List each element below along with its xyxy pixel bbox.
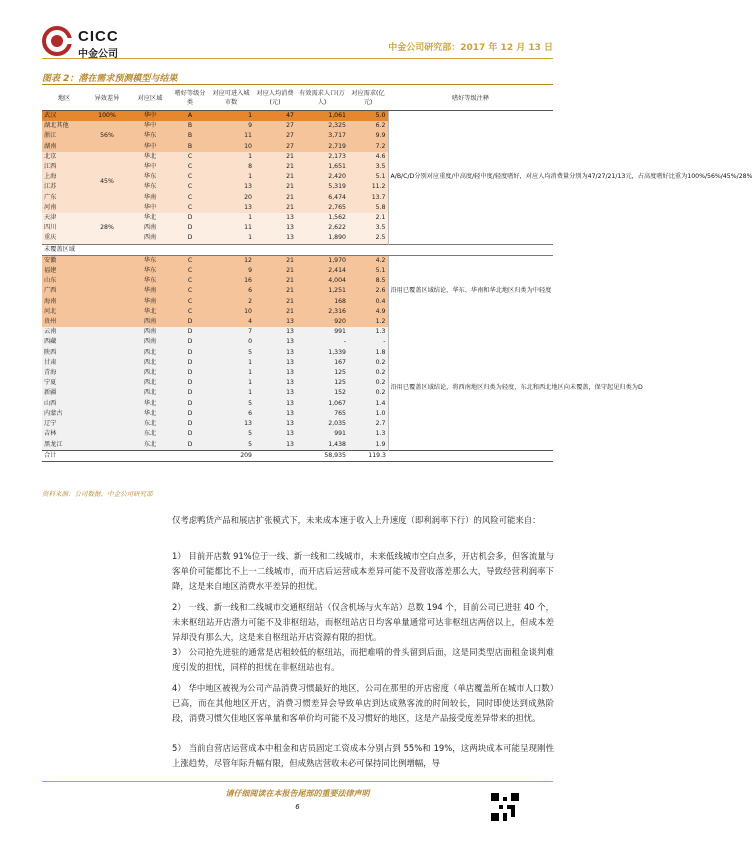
cell-grade: C bbox=[187, 277, 193, 285]
cell-grade: D bbox=[187, 379, 193, 387]
cell-cities: 10 bbox=[244, 142, 252, 150]
section-label: 未覆盖区域 bbox=[42, 244, 553, 255]
cell-spend: 13 bbox=[286, 389, 294, 397]
cell-demand: 5.1 bbox=[375, 173, 386, 181]
cell-area: 华东 bbox=[143, 256, 157, 264]
cell-area: 华北 bbox=[143, 152, 157, 160]
cell-diff: 28% bbox=[100, 224, 114, 232]
paragraph-point-2: 2） 一线、新一线和二线城市交通枢纽站（仅含机场与火车站）总数 194 个，目前公司已进驻 40 个，未来枢纽站开店潜力可能不及非枢纽站，而枢纽站店日均客单量通常可达非枢纽店两倍以上，但成本差异却没有那么大，这是来自枢纽站开店资源有限的担忧。 bbox=[172, 602, 554, 642]
cell-demand: 0.2 bbox=[375, 358, 386, 366]
cell-region: 海南 bbox=[44, 297, 57, 305]
total-row bbox=[42, 450, 553, 461]
cell-spend: 13 bbox=[286, 338, 294, 346]
cell-cities: 1 bbox=[248, 112, 252, 119]
cell-population: 1,251 bbox=[328, 287, 346, 295]
cell-demand: 7.2 bbox=[375, 142, 386, 150]
col-header: 对应人均消费(元) bbox=[254, 86, 296, 111]
cell-region: 黑龙江 bbox=[44, 440, 63, 448]
col-header: 嗜好等级注释 bbox=[388, 86, 553, 111]
cell-region: 河北 bbox=[44, 307, 57, 315]
cell-population: 2,765 bbox=[328, 203, 346, 211]
paragraph-intro: 仅考虑鸭货产品和展店扩张模式下，未来成本速于收入上升速度（即利润率下行）的风险可能来自： bbox=[172, 515, 541, 525]
cell-demand: 9.9 bbox=[375, 132, 386, 140]
cell-demand: 5.1 bbox=[375, 267, 386, 275]
cell-spend: 21 bbox=[286, 307, 294, 315]
cell-region: 安徽 bbox=[44, 256, 57, 264]
cell-region: 武汉 bbox=[44, 112, 57, 119]
cell-population: 991 bbox=[334, 430, 346, 438]
cell-region: 重庆 bbox=[44, 234, 57, 242]
cell-diff bbox=[86, 317, 128, 327]
cell-area: 华北 bbox=[143, 399, 157, 407]
cell-cities: 1 bbox=[248, 214, 252, 222]
cell-population: 5,319 bbox=[328, 183, 346, 191]
figure-title-rule bbox=[42, 84, 553, 85]
cell-population: 125 bbox=[334, 369, 346, 377]
cell-region: 吉林 bbox=[44, 430, 57, 438]
cell-area: 华东 bbox=[143, 173, 157, 181]
table-row bbox=[42, 255, 553, 266]
cell-region: 山西 bbox=[44, 399, 57, 407]
cell-diff bbox=[86, 286, 128, 296]
cell-cities: 1 bbox=[248, 369, 252, 377]
cell-spend: 13 bbox=[286, 348, 294, 356]
cell-demand: 5.0 bbox=[375, 112, 386, 119]
cell-cities: 11 bbox=[244, 132, 252, 140]
cell-grade: D bbox=[187, 440, 193, 448]
cell-spend: 13 bbox=[286, 234, 294, 242]
cell-demand: 4.2 bbox=[375, 256, 386, 264]
cell-grade: C bbox=[187, 267, 193, 275]
cell-grade: C bbox=[187, 287, 193, 295]
cell-population: 2,420 bbox=[328, 173, 346, 181]
page-number: 6 bbox=[295, 803, 300, 811]
figure-title: 图表 2：潜在需求预测模型与结果 bbox=[42, 74, 178, 84]
cell-area: 华中 bbox=[143, 142, 157, 150]
cell-population: 1,067 bbox=[328, 399, 346, 407]
cell-demand: 5.8 bbox=[375, 203, 386, 211]
cell-grade: D bbox=[187, 338, 193, 346]
cell-grade: C bbox=[187, 193, 193, 201]
cell-diff bbox=[86, 429, 128, 439]
cell-cities: 0 bbox=[248, 338, 252, 346]
cell-demand: 8.5 bbox=[375, 277, 386, 285]
cell-demand: 6.2 bbox=[375, 122, 386, 130]
cell-diff bbox=[86, 307, 128, 317]
cell-spend: 13 bbox=[286, 399, 294, 407]
table-header-row bbox=[42, 86, 553, 111]
cell-demand: 2.6 bbox=[375, 287, 386, 295]
cell-area: 华东 bbox=[143, 267, 157, 275]
cell-area: 西南 bbox=[143, 234, 157, 242]
cell-spend: 13 bbox=[286, 214, 294, 222]
cell-area: 华北 bbox=[143, 214, 157, 222]
cell-spend: 13 bbox=[286, 379, 294, 387]
cell-spend: 21 bbox=[286, 277, 294, 285]
cell-cities: 13 bbox=[244, 420, 252, 428]
cell-cities: 5 bbox=[248, 430, 252, 438]
cell-area: 华北 bbox=[143, 307, 157, 315]
cell-population: 2,173 bbox=[328, 152, 346, 160]
cell-area: 华中 bbox=[143, 112, 157, 119]
cell-population: 1,970 bbox=[328, 256, 346, 264]
cell-region: 天津 bbox=[44, 214, 57, 222]
cell-area: 西南 bbox=[143, 318, 157, 326]
cell-spend: 21 bbox=[286, 267, 294, 275]
cell-grade: D bbox=[187, 399, 193, 407]
cell-empty bbox=[86, 450, 128, 461]
cell-population: 765 bbox=[334, 409, 346, 417]
cell-cities: 6 bbox=[248, 287, 252, 295]
cell-population: 2,719 bbox=[328, 142, 346, 150]
cell-diff: 56% bbox=[100, 132, 114, 140]
cell-spend: 21 bbox=[286, 287, 294, 295]
cell-area: 华东 bbox=[143, 132, 157, 140]
cell-cities: 20 bbox=[244, 193, 252, 201]
cell-region: 福建 bbox=[44, 267, 57, 275]
cell-cities: 1 bbox=[248, 173, 252, 181]
cell-spend: 21 bbox=[286, 297, 294, 305]
logo-text-en: CICC bbox=[78, 28, 119, 45]
cell-region: 湖南 bbox=[44, 142, 57, 150]
cell-population: 6,474 bbox=[328, 193, 346, 201]
total-label: 合计 bbox=[42, 450, 86, 461]
cell-region: 山东 bbox=[44, 277, 57, 285]
cell-area: 华中 bbox=[143, 203, 157, 211]
cell-spend: 13 bbox=[286, 318, 294, 326]
cell-grade: D bbox=[187, 224, 193, 232]
cell-cities: 1 bbox=[248, 379, 252, 387]
cell-grade: D bbox=[187, 389, 193, 397]
table-row bbox=[42, 111, 553, 122]
report-date-header: 中金公司研究部：2017 年 12 月 13 日 bbox=[388, 43, 553, 53]
cell-area: 西北 bbox=[143, 369, 157, 377]
cell-grade: C bbox=[187, 163, 193, 171]
cell-grade: D bbox=[187, 318, 193, 326]
cell-area: 西南 bbox=[143, 224, 157, 232]
cell-region: 河南 bbox=[44, 203, 57, 211]
cell-spend: 13 bbox=[286, 224, 294, 232]
cell-population: 2,622 bbox=[328, 224, 346, 232]
cell-region: 宁夏 bbox=[44, 379, 57, 387]
cell-diff bbox=[86, 409, 128, 419]
cell-area: 华南 bbox=[143, 193, 157, 201]
cell-region: 江西 bbox=[44, 163, 57, 171]
cell-region: 甘肃 bbox=[44, 358, 57, 366]
cell-area: 西北 bbox=[143, 379, 157, 387]
cell-diff bbox=[86, 255, 128, 266]
cell-cities: 5 bbox=[248, 440, 252, 448]
cell-spend: 21 bbox=[286, 256, 294, 264]
cell-area: 东北 bbox=[143, 440, 157, 448]
cell-population: 1,438 bbox=[328, 440, 346, 448]
cell-population: 1,890 bbox=[328, 234, 346, 242]
cell-cities: 1 bbox=[248, 152, 252, 160]
cell-demand: 4.6 bbox=[375, 152, 386, 160]
cell-population: 4,004 bbox=[328, 277, 346, 285]
cell-diff: 45% bbox=[100, 178, 114, 186]
cell-cities: 2 bbox=[248, 297, 252, 305]
cell-cities: 4 bbox=[248, 318, 252, 326]
cell-region: 湖北其他 bbox=[44, 122, 69, 130]
cell-demand: 0.2 bbox=[375, 389, 386, 397]
cell-demand: 13.7 bbox=[371, 193, 386, 201]
cell-spend: 21 bbox=[286, 163, 294, 171]
cell-area: 东北 bbox=[143, 420, 157, 428]
cell-spend: 13 bbox=[286, 440, 294, 448]
cell-demand: 11.2 bbox=[371, 183, 386, 191]
cell-empty bbox=[128, 450, 172, 461]
cell-grade: C bbox=[187, 297, 193, 305]
cell-diff bbox=[86, 337, 128, 347]
cell-population: 2,414 bbox=[328, 267, 346, 275]
total-demand: 119.3 bbox=[348, 450, 388, 461]
cell-area: 西南 bbox=[143, 338, 157, 346]
col-header: 对应区域 bbox=[128, 86, 172, 111]
cell-area: 西北 bbox=[143, 389, 157, 397]
grade-note: 沿用已覆盖区域结论，华东、华南和华北地区归类为中轻度 bbox=[388, 255, 553, 327]
cell-area: 华北 bbox=[143, 409, 157, 417]
cell-diff bbox=[86, 348, 128, 358]
grade-note: 沿用已覆盖区域结论，将西南地区归类为轻度，东北和西北地区向未覆盖，保守起见归类为D bbox=[388, 327, 553, 450]
table-row bbox=[42, 327, 553, 337]
cell-demand: 1.4 bbox=[375, 399, 386, 407]
cell-area: 华南 bbox=[143, 297, 157, 305]
cell-population: 168 bbox=[334, 297, 346, 305]
cell-demand: 1.3 bbox=[375, 328, 386, 336]
cell-grade: C bbox=[187, 307, 193, 315]
cell-demand: 2.7 bbox=[375, 420, 386, 428]
cell-diff: 100% bbox=[98, 112, 116, 119]
cell-population: 125 bbox=[334, 379, 346, 387]
cicc-logo-icon bbox=[42, 26, 72, 56]
cell-cities: 16 bbox=[244, 277, 252, 285]
cell-demand: 3.5 bbox=[375, 163, 386, 171]
col-header: 嗜好等级分类 bbox=[172, 86, 208, 111]
cell-grade: D bbox=[187, 348, 193, 356]
cell-population: 1,339 bbox=[328, 348, 346, 356]
cell-cities: 9 bbox=[248, 122, 252, 130]
cell-demand: 1.8 bbox=[375, 348, 386, 356]
col-header: 异效差异 bbox=[86, 86, 128, 111]
cell-cities: 1 bbox=[248, 389, 252, 397]
cell-area: 华中 bbox=[143, 122, 157, 130]
cell-grade: C bbox=[187, 183, 193, 191]
total-population: 58,935 bbox=[296, 450, 348, 461]
cell-diff bbox=[86, 388, 128, 398]
cell-grade: B bbox=[187, 142, 193, 150]
cell-grade: C bbox=[187, 152, 193, 160]
cell-cities: 7 bbox=[248, 328, 252, 336]
cell-grade: C bbox=[187, 203, 193, 211]
cell-diff bbox=[86, 419, 128, 429]
cell-diff bbox=[86, 440, 128, 451]
cell-population: 1,061 bbox=[328, 112, 346, 119]
cell-area: 西北 bbox=[143, 358, 157, 366]
cell-region: 新疆 bbox=[44, 389, 57, 397]
header-divider bbox=[42, 58, 553, 59]
cell-demand: 1.9 bbox=[375, 440, 386, 448]
cell-grade: D bbox=[187, 328, 193, 336]
cell-grade: D bbox=[187, 234, 193, 242]
cell-region: 内蒙古 bbox=[44, 409, 63, 417]
cell-area: 华南 bbox=[143, 287, 157, 295]
col-header: 对应可进入城市数 bbox=[208, 86, 254, 111]
cell-population: 2,316 bbox=[328, 307, 346, 315]
paragraph-point-5: 5） 当前自营店运营成本中租金和店员固定工资成本分别占到 55%和 19%，这两块成本可能呈现刚性上涨趋势，尽管年际升幅有限，但成熟店营收未必可保持同比例增幅，导 bbox=[172, 743, 554, 768]
cell-spend: 27 bbox=[286, 132, 294, 140]
cell-cities: 6 bbox=[248, 409, 252, 417]
cell-spend: 13 bbox=[286, 430, 294, 438]
cell-spend: 47 bbox=[286, 112, 294, 119]
cell-cities: 13 bbox=[244, 203, 252, 211]
cell-area: 西南 bbox=[143, 328, 157, 336]
cell-cities: 8 bbox=[248, 163, 252, 171]
cell-grade: D bbox=[187, 420, 193, 428]
cell-diff bbox=[86, 378, 128, 388]
section-row bbox=[42, 244, 553, 255]
company-logo bbox=[42, 26, 182, 60]
cell-population: 167 bbox=[334, 358, 346, 366]
cell-grade: C bbox=[187, 256, 193, 264]
cell-spend: 27 bbox=[286, 122, 294, 130]
demand-forecast-table bbox=[42, 86, 752, 462]
paragraph-point-3: 3） 公司抢先进驻的通常是店租较低的枢纽站，而把难啃的骨头留到后面，这是同类型店面租金谈判难度引发的担忧，同样的担忧在非枢纽站也有。 bbox=[172, 647, 554, 672]
cell-empty bbox=[388, 450, 553, 461]
cell-grade: C bbox=[187, 173, 193, 181]
legal-disclaimer-notice: 请仔细阅读在本报告尾部的重要法律声明 bbox=[225, 789, 370, 798]
cell-spend: 27 bbox=[286, 142, 294, 150]
cell-area: 西北 bbox=[143, 348, 157, 356]
cell-grade: D bbox=[187, 358, 193, 366]
cell-region: 陕西 bbox=[44, 348, 57, 356]
cell-region: 北京 bbox=[44, 152, 57, 160]
cell-region: 西藏 bbox=[44, 338, 57, 346]
cell-region: 青海 bbox=[44, 369, 57, 377]
cell-cities: 9 bbox=[248, 267, 252, 275]
cell-grade: A bbox=[187, 112, 193, 119]
cell-area: 华东 bbox=[143, 277, 157, 285]
cell-demand: 1.2 bbox=[375, 318, 386, 326]
cell-demand: 2.1 bbox=[375, 214, 386, 222]
cell-diff bbox=[86, 297, 128, 307]
logo-text-cn: 中金公司 bbox=[78, 49, 118, 60]
cell-demand: 3.5 bbox=[375, 224, 386, 232]
col-header: 地区 bbox=[42, 86, 86, 111]
cell-region: 江苏 bbox=[44, 183, 57, 191]
cell-grade: B bbox=[187, 122, 193, 130]
footer-divider bbox=[42, 781, 553, 782]
cell-population: 2,035 bbox=[328, 420, 346, 428]
cell-spend: 21 bbox=[286, 173, 294, 181]
cell-population: - bbox=[343, 338, 346, 346]
col-header: 对应需求(亿元) bbox=[348, 86, 388, 111]
cell-spend: 13 bbox=[286, 420, 294, 428]
cell-cities: 12 bbox=[244, 256, 252, 264]
cell-diff bbox=[86, 368, 128, 378]
cell-population: 3,717 bbox=[328, 132, 346, 140]
cell-diff bbox=[86, 276, 128, 286]
cell-population: 920 bbox=[334, 318, 346, 326]
cell-region: 广西 bbox=[44, 287, 57, 295]
cell-empty bbox=[172, 450, 208, 461]
cell-area: 华东 bbox=[143, 183, 157, 191]
cell-population: 991 bbox=[334, 328, 346, 336]
cell-region: 四川 bbox=[44, 224, 57, 232]
cell-cities: 1 bbox=[248, 234, 252, 242]
cell-region: 贵州 bbox=[44, 318, 57, 326]
cell-diff bbox=[86, 266, 128, 276]
qr-code-icon bbox=[491, 793, 519, 821]
cell-grade: B bbox=[187, 132, 193, 140]
cell-region: 辽宁 bbox=[44, 420, 57, 428]
paragraph-point-4: 4） 华中地区被视为公司产品消费习惯最好的地区，公司在那里的开店密度（单店覆盖所在城市人口数）已高，而在其他地区开店，消费习惯差异会导致单店到达成熟客流的时间较长，同时即使达到成熟阶段，消费习惯欠佳地区客单量和客单价均可能不及习惯好的地区，这是产品接受度差异带来的担忧。 bbox=[172, 683, 554, 723]
cell-demand: 1.0 bbox=[375, 409, 386, 417]
total-cities: 209 bbox=[208, 450, 254, 461]
cell-cities: 10 bbox=[244, 307, 252, 315]
cell-cities: 5 bbox=[248, 399, 252, 407]
cell-spend: 13 bbox=[286, 358, 294, 366]
cell-spend: 21 bbox=[286, 152, 294, 160]
cell-region: 云南 bbox=[44, 328, 57, 336]
cell-spend: 13 bbox=[286, 369, 294, 377]
paragraph-point-1: 1） 目前开店数 91%位于一线、新一线和二线城市，未来低线城市空白点多，开店机会多，但客流量与客单价可能都比不上一二线城市，而开店后运营成本差异可能不及营收落差那么大，导致经营利润率下降，这是来自地区消费水平差异的担忧。 bbox=[172, 551, 554, 591]
cell-area: 东北 bbox=[143, 430, 157, 438]
cell-demand: - bbox=[383, 338, 386, 346]
cell-demand: 0.2 bbox=[375, 369, 386, 377]
cell-spend: 13 bbox=[286, 409, 294, 417]
cell-spend: 13 bbox=[286, 328, 294, 336]
cell-diff bbox=[86, 399, 128, 409]
cell-spend: 21 bbox=[286, 193, 294, 201]
figure-source: 资料来源：公司数据、中金公司研究部 bbox=[42, 490, 153, 498]
cell-region: 广东 bbox=[44, 193, 57, 201]
cell-cities: 1 bbox=[248, 358, 252, 366]
cell-empty bbox=[254, 450, 296, 461]
cell-region: 浙江 bbox=[44, 132, 57, 140]
cell-demand: 0.2 bbox=[375, 379, 386, 387]
cell-demand: 1.3 bbox=[375, 430, 386, 438]
cell-diff bbox=[86, 358, 128, 368]
cell-cities: 11 bbox=[244, 224, 252, 232]
cell-grade: D bbox=[187, 430, 193, 438]
cell-population: 1,562 bbox=[328, 214, 346, 222]
cell-grade: D bbox=[187, 409, 193, 417]
cell-cities: 13 bbox=[244, 183, 252, 191]
cell-demand: 0.4 bbox=[375, 297, 386, 305]
cell-population: 2,325 bbox=[328, 122, 346, 130]
cell-cities: 5 bbox=[248, 348, 252, 356]
cell-population: 1,651 bbox=[328, 163, 346, 171]
cell-spend: 21 bbox=[286, 183, 294, 191]
cell-diff bbox=[86, 327, 128, 337]
cell-grade: D bbox=[187, 214, 193, 222]
grade-note: A/B/C/D分别对应重度/中高度/轻中度/轻度嗜好，对应人均消费量分别为47/27/21/13元，占高度嗜好比重为100%/56%/45%/28% bbox=[388, 111, 553, 245]
cell-demand: 4.9 bbox=[375, 307, 386, 315]
cell-grade: D bbox=[187, 369, 193, 377]
cell-spend: 21 bbox=[286, 203, 294, 211]
cell-region: 上海 bbox=[44, 173, 57, 181]
cell-population: 152 bbox=[334, 389, 346, 397]
cell-demand: 2.5 bbox=[375, 234, 386, 242]
cell-area: 华中 bbox=[143, 163, 157, 171]
col-header: 有效需求人口(万人) bbox=[296, 86, 348, 111]
